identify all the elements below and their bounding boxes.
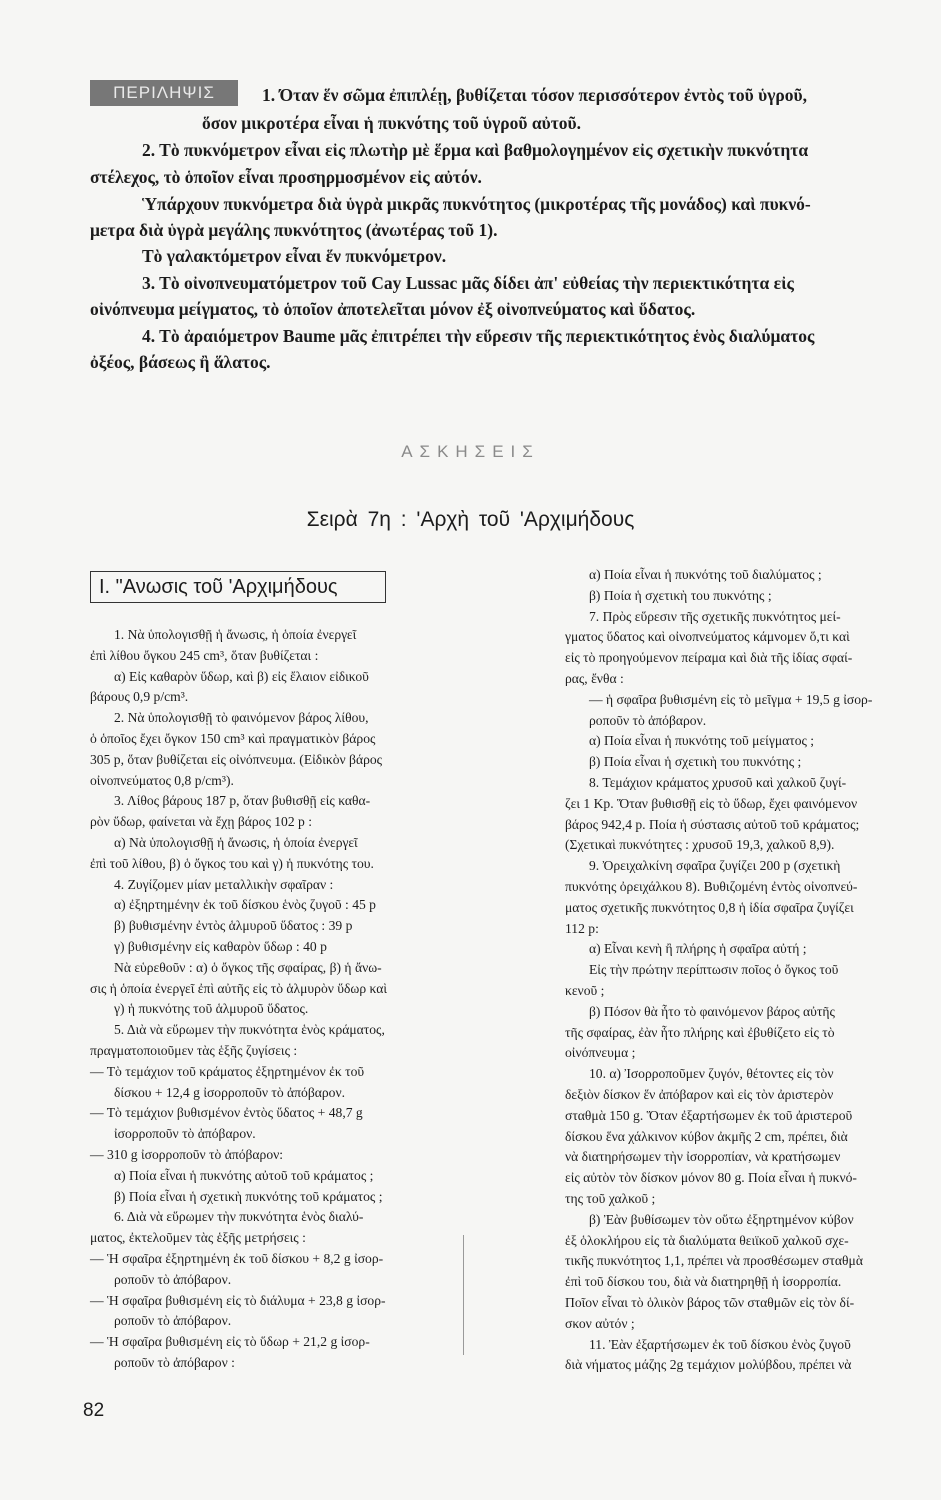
text-line: (Σχετικαὶ πυκνότητες : χρυσοῦ 19,3, χαλκοῦ 8,9). <box>565 837 835 853</box>
text-line: 5. Διὰ νὰ εὕρωμεν τὴν πυκνότητα ἑνὸς κράματος, <box>114 1022 385 1038</box>
text-line: της τοῦ χαλκοῦ ; <box>565 1191 656 1206</box>
summary-line: 1. Όταν ἕν σῶμα ἐπιπλέῃ, βυθίζεται τόσον περισσότερον ἐντὸς τοῦ ὑγροῦ, <box>262 85 807 105</box>
text-line: εἰς τὸ προηγούμενον πείραμα καὶ διὰ τῆς ἰδίας σφαί- <box>565 650 853 666</box>
text-line: ἐπὶ τοῦ δίσκου του, διὰ νὰ διατηρηθῇ ἡ ἰσορροπία. <box>565 1274 842 1290</box>
text-line: τῆς σφαίρας, ἐὰν ἦτο πλήρης καὶ ἐβυθίζετο εἰς τὸ <box>565 1024 835 1040</box>
text-line: — Τὸ τεμάχιον βυθισμένον ἐντὸς ὕδατος + 48,7 g <box>90 1105 363 1121</box>
summary-badge: ΠΕΡΙΛΗΨΙΣ <box>90 80 238 106</box>
text-line: διὰ νήματος μάζης 2g τεμάχιον μολύβδου, πρέπει νὰ <box>565 1357 852 1373</box>
text-line: — Ἡ σφαῖρα βυθισμένη εἰς τὸ διάλυμα + 23,8 g ἰσορ- <box>90 1292 386 1308</box>
text-line: ρας, ἔνθα : <box>565 671 624 686</box>
text-line: βάρος 942,4 p. Ποία ἡ σύστασις αὐτοῦ τοῦ κράματος; <box>565 816 860 832</box>
text-line: — Ἡ σφαῖρα ἐξηρτημένη ἐκ τοῦ δίσκου + 8,2 g ἰσορ- <box>90 1251 384 1266</box>
series-title: Σειρὰ 7η : 'Αρχὴ τοῦ 'Αρχιμήδους <box>306 508 635 531</box>
text-line: ἰσορροποῦν τὸ ἀπόβαρον. <box>114 1126 256 1142</box>
text-line: 4. Ζυγίζομεν μίαν μεταλλικὴν σφαῖραν : <box>114 876 334 892</box>
section-title: I. "Ανωσις τοῦ 'Αρχιμήδους <box>90 571 386 603</box>
text-line: σις ἡ ὁποία ἐνεργεῖ ἐπὶ αὐτῆς εἰς τὸ ἁλμυρὸν ὕδωρ καὶ <box>90 980 388 996</box>
text-line: πυκνότης ὀρειχάλκου 8). Βυθιζομένη ἐντὸς οἰνοπνεύ- <box>565 879 858 894</box>
text-line: σκον αὐτόν ; <box>565 1315 635 1331</box>
text-line: ματος, ἐκτελοῦμεν τὰς ἑξῆς μετρήσεις : <box>90 1230 306 1246</box>
summary-line: 4. Τὸ ἀραιόμετρον Baume μᾶς ἐπιτρέπει τὴν εὕρεσιν τῆς περιεκτικότητος ἑνὸς διαλύματος <box>142 326 815 346</box>
text-line: γ) βυθισμένην εἰς καθαρὸν ὕδωρ : 40 p <box>114 939 327 954</box>
summary-line: Τὸ γαλακτόμετρον εἶναι ἕν πυκνόμετρον. <box>142 246 447 266</box>
text-line: οἰνόπνευμα ; <box>565 1045 636 1061</box>
text-line: βάρους 0,9 p/cm³. <box>90 689 189 705</box>
summary-line: ὀξέος, βάσεως ἢ ἅλατος. <box>90 352 271 372</box>
text-line: β) Πόσον θὰ ἦτο τὸ φαινόμενον βάρος αὐτῆς <box>589 1003 835 1019</box>
text-line: α) ἐξηρτημένην ἐκ τοῦ δίσκου ἑνὸς ζυγοῦ : 45 p <box>114 897 376 913</box>
summary-line: 2. Τὸ πυκνόμετρον εἶναι εἰς πλωτὴρ μὲ ἕρμα καὶ βαθμολογημένον εἰς σχετικὴν πυκνότητα <box>142 140 809 160</box>
text-line: β) Ἐὰν βυθίσωμεν τὸν οὕτω ἐξηρτημένον κύβον <box>589 1211 854 1227</box>
text-line: α) Νὰ ὑπολογισθῇ ἡ ἄνωσις, ἡ ὁποία ἐνεργεῖ <box>114 835 358 850</box>
exercises-heading: ΑΣΚΗΣΕΙΣ <box>401 442 540 461</box>
text-line: ροποῦν τὸ ἀπόβαρον : <box>114 1355 235 1370</box>
summary-line: μετρα διὰ ὑγρὰ μεγάλης πυκνότητος (ἀνωτέρας τοῦ 1). <box>90 220 498 240</box>
text-line: Νὰ εὑρεθοῦν : α) ὁ ὄγκος τῆς σφαίρας, β) ἡ ἄνω- <box>114 959 382 975</box>
text-line: α) Ποία εἶναι ἡ πυκνότης τοῦ μείγματος ; <box>589 733 815 749</box>
summary-line: Ὑπάρχουν πυκνόμετρα διὰ ὑγρὰ μικρᾶς πυκνότητος (μικροτέρας τῆς μονάδος) καὶ πυκνό- <box>142 194 811 214</box>
text-line: κενοῦ ; <box>565 983 605 998</box>
text-line: — ἡ σφαῖρα βυθισμένη εἰς τὸ μεῖγμα + 19,5 g ἰσορ- <box>589 691 873 707</box>
summary-line: ὅσον μικροτέρα εἶναι ἡ πυκνότης τοῦ ὑγροῦ αὐτοῦ. <box>202 113 582 133</box>
text-line: Ποῖον εἶναι τὸ ὁλικὸν βάρος τῶν σταθμῶν εἰς τὸν δί- <box>565 1295 855 1310</box>
text-line: 1. Νὰ ὑπολογισθῇ ἡ ἄνωσις, ἡ ὁποία ἐνεργεῖ <box>114 627 357 642</box>
text-line: ἐξ ὁλοκλήρου εἰς τὰ διαλύματα θειϊκοῦ χαλκοῦ σχε- <box>565 1232 849 1248</box>
text-line: εἰς αὐτὸν τὸν δίσκον μόνον 80 g. Ποία εἶναι ἡ πυκνό- <box>565 1170 857 1186</box>
text-line: νὰ διατηρήσωμεν τὴν ἰσορροπίαν, νὰ κρατήσωμεν <box>565 1149 841 1165</box>
text-line: γματος ὕδατος καὶ οἰνοπνεύματος κάμνομεν ὅ,τι καὶ <box>565 629 850 645</box>
text-line: β) Ποία εἶναι ἡ σχετικὴ του πυκνότης ; <box>589 754 802 770</box>
text-line: 6. Διὰ νὰ εὕρωμεν τὴν πυκνότητα ἑνὸς διαλύ- <box>114 1209 364 1225</box>
text-line: δίσκου ἕνα χάλκινον κύβον ἀκμῆς 2 cm, πρέπει, διὰ <box>565 1128 848 1144</box>
text-line: ροποῦν τὸ ἀπόβαρον. <box>114 1271 232 1287</box>
text-line: ματος σχετικῆς πυκνότητος 0,8 ἡ ἰδία σφαῖρα ζυγίζει <box>565 899 854 915</box>
page-number: 82 <box>83 1400 105 1421</box>
text-line: οἰνοπνεύματος 0,8 p/cm³). <box>90 772 234 788</box>
text-line: α) Ποία εἶναι ἡ πυκνότης αὐτοῦ τοῦ κράματος ; <box>114 1167 374 1183</box>
text-line: 112 p: <box>565 920 599 936</box>
text-line: 11. Ἐὰν ἐξαρτήσωμεν ἐκ τοῦ δίσκου ἑνὸς ζυγοῦ <box>589 1336 851 1352</box>
text-line: ζει 1 Kp. Ὅταν βυθισθῇ εἰς τὸ ὕδωρ, ἔχει φαινόμενον <box>565 795 858 811</box>
text-line: γ) ἡ πυκνότης τοῦ ἁλμυροῦ ὕδατος. <box>114 1001 309 1017</box>
text-line: ροποῦν τὸ ἀπόβαρον. <box>589 712 707 728</box>
summary-line: στέλεχος, τὸ ὁποῖον εἶναι προσηρμοσμένον εἰς αὐτόν. <box>90 167 482 187</box>
text-line: 2. Νὰ ὑπολογισθῇ τὸ φαινόμενον βάρος λίθου, <box>114 710 369 726</box>
text-line: β) Ποία εἶναι ἡ σχετικὴ πυκνότης τοῦ κράματος ; <box>114 1188 383 1204</box>
text-line: ἐπὶ τοῦ λίθου, β) ὁ ὄγκος του καὶ γ) ἡ πυκνότης του. <box>90 855 374 871</box>
text-line: πραγματοποιοῦμεν τὰς ἑξῆς ζυγίσεις : <box>90 1043 298 1058</box>
summary-line: οἰνόπνευμα μείγματος, τὸ ὁποῖον ἀποτελεῖται μόνον ἐξ οἰνοπνεύματος καὶ ὕδατος. <box>90 299 696 319</box>
text-line: Εἰς τὴν πρώτην περίπτωσιν ποῖος ὁ ὄγκος τοῦ <box>589 962 839 978</box>
text-line: β) βυθισμένην ἐντὸς ἁλμυροῦ ὕδατος : 39 p <box>114 918 353 934</box>
text-line: ρὸν ὕδωρ, φαίνεται νὰ ἔχῃ βάρος 102 p : <box>90 814 312 830</box>
text-line: δίσκου + 12,4 g ἰσορροποῦν τὸ ἀπόβαρον. <box>114 1084 346 1100</box>
text-line: ὁ ὁποῖος ἔχει ὄγκον 150 cm³ καὶ πραγματικὸν βάρος <box>90 731 376 746</box>
text-line: 305 p, ὅταν βυθίζεται εἰς οἰνόπνευμα. (Εἰδικὸν βάρος <box>90 751 383 767</box>
text-line: — Ἡ σφαῖρα βυθισμένη εἰς τὸ ὕδωρ + 21,2 g ἰσορ- <box>90 1334 370 1350</box>
text-line: 7. Πρὸς εὕρεσιν τῆς σχετικῆς πυκνότητος μεί- <box>589 608 841 624</box>
text-line: 8. Τεμάχιον κράματος χρυσοῦ καὶ χαλκοῦ ζυγί- <box>589 775 847 790</box>
text-line: σταθμὰ 150 g. Ὅταν ἐξαρτήσωμεν ἐκ τοῦ ἀριστεροῦ <box>565 1107 853 1123</box>
text-line: ἐπὶ λίθου ὄγκου 245 cm³, ὅταν βυθίζεται : <box>90 647 319 663</box>
text-line: τικῆς πυκνότητος 1,1, πρέπει νὰ προσθέσωμεν σταθμὰ <box>565 1253 863 1269</box>
text-line: δεξιὸν δίσκον ἕν ἀπόβαρον καὶ εἰς τὸν ἀριστερὸν <box>565 1087 834 1102</box>
text-line: α) Εἰς καθαρὸν ὕδωρ, καὶ β) εἰς ἔλαιον εἰδικοῦ <box>114 668 369 684</box>
text-line: — Τὸ τεμάχιον τοῦ κράματος ἐξηρτημένον ἐκ τοῦ <box>90 1063 365 1079</box>
text-line: — 310 g ἰσορροποῦν τὸ ἀπόβαρον: <box>90 1147 284 1162</box>
text-line: 10. α) Ἰσορροποῦμεν ζυγόν, θέτοντες εἰς τὸν <box>589 1066 834 1082</box>
column-divider <box>463 1235 464 1355</box>
text-line: α) Εἶναι κενὴ ἢ πλήρης ἡ σφαῖρα αὐτή ; <box>589 941 807 957</box>
summary-line: 3. Τὸ οἰνοπνευματόμετρον τοῦ Cay Lussac μᾶς δίδει ἀπ' εὐθείας τὴν περιεκτικότητα εἰς <box>142 273 794 293</box>
text-line: 3. Λίθος βάρους 187 p, ὅταν βυθισθῇ εἰς καθα- <box>114 793 371 809</box>
text-line: ροποῦν τὸ ἀπόβαρον. <box>114 1313 232 1329</box>
text-line: α) Ποία εἶναι ἡ πυκνότης τοῦ διαλύματος ; <box>589 567 822 582</box>
text-line: β) Ποία ἡ σχετικὴ του πυκνότης ; <box>589 587 772 603</box>
text-line: 9. Ὀρειχαλκίνη σφαῖρα ζυγίζει 200 p (σχετικὴ <box>589 858 841 874</box>
